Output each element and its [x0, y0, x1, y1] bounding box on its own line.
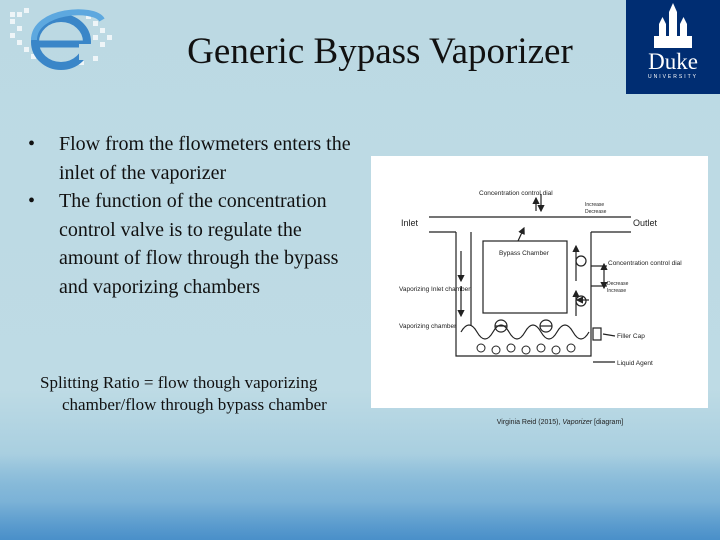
bullet-item — [28, 130, 363, 187]
label-inlet: Inlet — [401, 218, 419, 228]
image-caption — [400, 419, 720, 426]
label-liquid: Liquid Agent — [617, 360, 653, 367]
label-conc-top: Concentration control dial — [479, 190, 553, 197]
bullet-text: Flow from the flowmeters enters the inlet of the vaporizer — [59, 133, 351, 184]
splitting-ratio-line-1: Splitting Ratio = flow though vaporizing — [40, 373, 318, 392]
slide-title: Generic Bypass Vaporizer — [187, 31, 573, 72]
label-outlet: Outlet — [633, 218, 658, 228]
label-bypass: Bypass Chamber — [499, 250, 549, 257]
label-vap-inlet: Vaporizing Inlet chamber — [399, 286, 471, 293]
wick-wave — [461, 325, 589, 339]
label-decrease: Decrease — [585, 209, 607, 215]
bottom-gradient-band — [0, 455, 720, 540]
bullet-list — [28, 130, 363, 302]
bullet-marker: • — [28, 190, 36, 213]
label-vap-chamber: Vaporizing chamber — [399, 323, 457, 330]
label-filler: Filler Cap — [617, 333, 645, 340]
duke-logo — [626, 0, 720, 94]
splitting-ratio-line-2: chamber/flow through bypass chamber — [62, 395, 327, 414]
caption-prefix: Virginia Reid (2015), — [496, 419, 561, 426]
caption-suffix: [diagram] — [594, 419, 624, 426]
duke-subtitle: UNIVERSITY — [647, 74, 698, 80]
splitting-ratio-text — [40, 372, 360, 416]
label-increase2: Increase — [607, 288, 627, 294]
label-increase: Increase — [585, 202, 605, 208]
bullet-item — [28, 187, 363, 301]
duke-wordmark: Duke — [648, 49, 698, 74]
bullet-text: The function of the concentration control valve is to regulate the amount of flow through the bypass and vaporizing chambers — [59, 190, 339, 298]
e-logo — [4, 2, 124, 74]
bullet-marker: • — [28, 133, 36, 155]
label-conc-right: Concentration control dial — [608, 260, 682, 267]
vaporizer-diagram — [371, 156, 708, 408]
label-decrease2: Decrease — [607, 281, 629, 287]
caption-italic: Vaporizer — [562, 419, 593, 426]
